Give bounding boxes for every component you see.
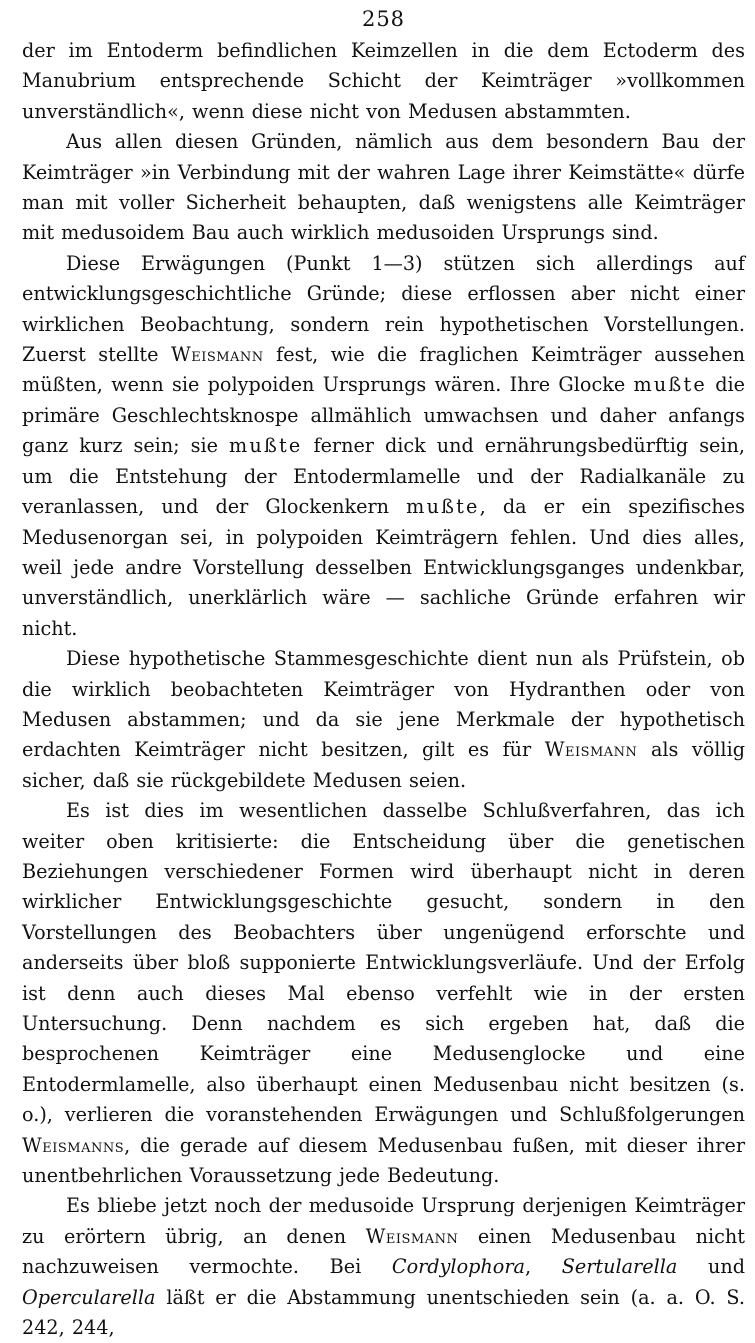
paragraph-3-text-b: fest, wie die fraglichen Keimträger aussehen müßten, wenn sie polypoiden Ursprungs wären. Ihre Glocke <box>22 343 745 397</box>
paragraph-1-text: der im Entoderm befindlichen Keimzellen in die dem Ectoderm des Manubrium entsprechende Schicht der Keimträger »vollkommen unverständlich«, wenn diese nicht von Medusen abstammten. <box>22 39 745 123</box>
paragraph-1 <box>22 36 745 127</box>
author-name-weismanns: Weismanns <box>22 1133 125 1157</box>
paragraph-6 <box>22 1191 745 1343</box>
paragraph-3-text-c: die primäre Geschlechtsknospe allmählich umwachsen und daher anfangs ganz kurz sein; sie <box>22 373 746 458</box>
author-name-weismann: Weismann <box>365 1224 459 1248</box>
paragraph-5 <box>22 796 745 1191</box>
paragraph-5-text-a: Es ist dies im wesentlichen dasselbe Schlußverfahren, das ich weiter oben kritisierte: die Entscheidung über die genetischen Beziehungen verschiedener Formen wird überhaupt nicht in deren wirklicher Entwicklungsgeschichte gesucht, sondern in den Vorstellungen des Beobachters über ungenügend erforschte und anderseits über bloß supponierte Entwicklungsverläufe. Und der Erfolg ist denn auch dieses Mal ebenso verfehlt wie in der ersten Untersuchung. Denn nachdem es sich ergeben hat, daß die besprochenen Keimträger eine Medusenglocke und eine Entodermlamelle, also überhaupt einen Medusenbau nicht besitzen (s. o.), verlieren die voranstehenden Erwägungen und Schlußfolgerungen <box>22 799 745 1127</box>
emphasis-musste: mußte <box>229 434 303 458</box>
paragraph-5-text-b: , die gerade auf diesem Medusenbau fußen, mit dieser ihrer unentbehrlichen Voraussetzung jede Bedeutung. <box>22 1133 745 1188</box>
paragraph-4 <box>22 644 745 796</box>
paragraph-2-text: Aus allen diesen Gründen, nämlich aus dem besondern Bau der Keimträger »in Verbindung mit der wahren Lage ihrer Keimstätte« dürfe man mit voller Sicherheit behaupten, daß wenigstens alle Keimträger mit medusoidem Bau auch wirklich medusoiden Ursprungs sind. <box>22 130 745 245</box>
paragraph-3 <box>22 249 745 644</box>
paragraph-3-text-e: , da er ein spezifisches Medusenorgan sei, in polypoiden Keimträgern fehlen. Und dies alles, weil jede andre Vorstellung desselben Entwicklungsganges undenkbar, unverständlich, unerklärlich wäre — sachliche Gründe erfahren wir nicht. <box>22 495 745 640</box>
paragraph-4-text-a: Diese hypothetische Stammesgeschichte dient nun als Prüfstein, ob die wirklich beobachteten Keimträger von Hydranthen oder von Medusen abstammen; und da sie jene Merkmale der hypothetisch erdachten Keimträger nicht besitzen, gilt es für <box>22 647 745 762</box>
genus-cordylophora: Cordylophora <box>391 1255 525 1279</box>
genus-sertularella: Sertularella <box>561 1255 678 1279</box>
page-number: 258 <box>361 7 406 31</box>
author-name-weismann: Weismann <box>544 738 638 762</box>
paragraph-4-text-b: als völlig sicher, daß sie rückgebildete Medusen seien. <box>22 738 745 792</box>
paragraph-6-text-c: , <box>524 1255 562 1279</box>
genus-opercularella: Opercularella <box>22 1285 156 1309</box>
paragraph-6-text-e: läßt er die Abstammung unentschieden sein (a. a. O. S. 242, 244, <box>22 1285 745 1340</box>
paragraph-3-text-d: ferner dick und ernährungsbedürftig sein, um die Entstehung der Entodermlamelle und der Radialkanäle zu veranlassen, und der Glockenkern <box>22 434 745 519</box>
paragraph-3-text-a: Diese Erwägungen (Punkt 1—3) stützen sich allerdings auf entwicklungsgeschichtliche Gründe; diese erflossen aber nicht einer wirklichen Beobachtung, sondern rein hypothetischen Vorstellungen. Zuerst stellte <box>22 251 745 367</box>
paragraph-6-text-d: und <box>677 1255 745 1279</box>
emphasis-musste: mußte <box>406 495 480 519</box>
author-name-weismann: Weismann <box>170 343 264 367</box>
emphasis-musste: mußte <box>633 373 707 397</box>
paragraph-6-text-b: einen Medusenbau nicht nachzuweisen vermochte. Bei <box>22 1224 745 1279</box>
paragraph-2 <box>22 127 745 249</box>
paragraph-6-text-a: Es bliebe jetzt noch der medusoide Ursprung derjenigen Keimträger zu erörtern übrig, an denen <box>22 1194 745 1248</box>
